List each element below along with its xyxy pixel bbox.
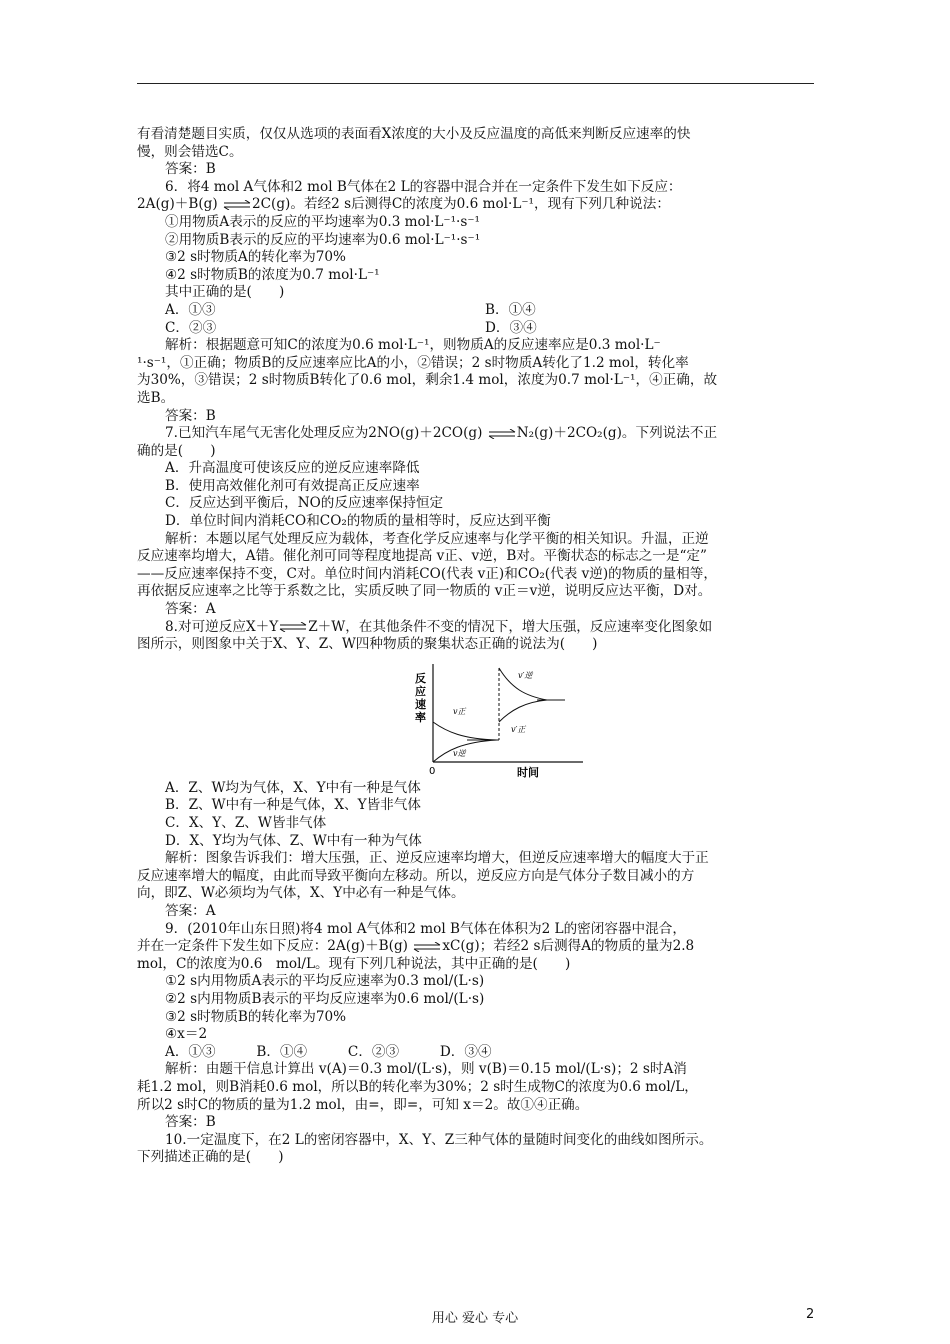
intro-line: 慢，则会错选C。 — [137, 143, 243, 160]
option-d: D．X、Y均为气体、Z、W中有一种为气体 — [165, 832, 422, 849]
q7-stem: 7.已知汽车尾气无害化处理反应为2NO(g)＋2CO(g) N₂(g)＋2CO₂(g)。下列说法不正 — [165, 425, 718, 442]
statement: ③2 s时物质A的转化率为70% — [165, 249, 346, 266]
q8-stem: 图所示，则图象中关于X、Y、Z、W四种物质的聚集状态正确的说法为( ) — [137, 636, 598, 653]
v-reverse-label: v逆 — [453, 748, 466, 758]
statement: ①2 s内用物质A表示的平均反应速率为0.3 mol/(L·s) — [165, 973, 485, 990]
option-b: B．Z、W中有一种是气体，X、Y皆非气体 — [165, 797, 421, 814]
rate-time-figure — [137, 660, 817, 778]
statement: ②用物质B表示的反应的平均速率为0.6 mol·L⁻¹·s⁻¹ — [165, 231, 481, 248]
q10-stem: 下列描述正确的是( ) — [137, 1149, 284, 1166]
q6-stem: 6．将4 mol A气体和2 mol B气体在2 L的容器中混合并在一定条件下发生如下反应： — [165, 178, 682, 195]
statement: ①用物质A表示的反应的平均速率为0.3 mol·L⁻¹·s⁻¹ — [165, 213, 480, 230]
option-c: C．反应达到平衡后，NO的反应速率保持恒定 — [165, 495, 444, 512]
answer: 答案：A — [165, 601, 216, 618]
equilibrium-arrow-icon — [278, 622, 308, 632]
q8-stem: 8.对可逆反应X＋Y Z＋W，在其他条件不变的情况下，增大压强，反应速率变化图象如 — [165, 618, 713, 635]
explanation: ——反应速率保持不变，C对。单位时间内消耗CO(代表 v正)和CO₂(代表 v逆)的物质的量相等， — [137, 565, 717, 582]
rate-time-graph — [387, 660, 587, 778]
option-b: B．使用高效催化剂可有效提高正反应速率 — [165, 477, 420, 494]
explanation: 向，即Z、W必须均为气体，X、Y中必有一种是气体。 — [137, 885, 465, 902]
option-a: A．升高温度可使该反应的逆反应速率降低 — [165, 460, 420, 477]
v-forward-curve — [433, 722, 497, 740]
explanation: 所以2 s时C的物质的量为1.2 mol，由=，即=，可知 x＝2。故①④正确。 — [137, 1096, 589, 1113]
equilibrium-arrow-icon — [412, 942, 442, 952]
explanation: 再依据反应速率之比等于系数之比，实质反映了同一物质的 v正＝v逆，说明反应达平衡，D对。 — [137, 583, 712, 600]
x-axis-label: 时间 — [517, 765, 539, 778]
answer: 答案：A — [165, 902, 216, 919]
y-axis-label: 速 — [415, 697, 426, 711]
explanation: ¹·s⁻¹，①正确；物质B的反应速率应比A的小，②错误；2 s时物质A转化了1.2 mol，转化率 — [137, 354, 689, 371]
v-forward-new-label: v′正 — [511, 724, 526, 734]
y-axis-label: 应 — [415, 684, 426, 698]
y-axis-label: 反 — [415, 671, 426, 685]
option-row — [137, 320, 817, 338]
explanation: 解析：根据题意可知C的浓度为0.6 mol·L⁻¹，则物质A的反应速率应是0.3 mol·L⁻ — [165, 337, 661, 354]
statement: ③2 s时物质B的转化率为70% — [165, 1008, 347, 1025]
v-reverse-new-label: v′逆 — [518, 670, 533, 680]
q10-stem: 10.一定温度下，在2 L的密闭容器中，X、Y、Z三种气体的量随时间变化的曲线如图所示。 — [165, 1131, 713, 1148]
option-row — [137, 302, 817, 320]
option-a: A．Z、W均为气体，X、Y中有一种是气体 — [165, 779, 421, 796]
option-d: D．单位时间内消耗CO和CO₂的物质的量相等时，反应达到平衡 — [165, 513, 551, 530]
equilibrium-arrow-icon — [222, 200, 252, 210]
answer: 答案：B — [165, 1114, 216, 1131]
statement: ②2 s内用物质B表示的平均反应速率为0.6 mol/(L·s) — [165, 990, 485, 1007]
q9-stem: 并在一定条件下发生如下反应：2A(g)＋B(g) xC(g)；若经2 s后测得A的物质的量为2.8 — [137, 938, 695, 955]
header-rule — [137, 83, 814, 84]
option-c: C．②③ — [165, 319, 217, 336]
option-row: A．①③ B．①④ C．②③ D．③④ — [165, 1043, 492, 1060]
explanation: 解析：由题干信息计算出 v(A)＝0.3 mol/(L·s)，则 v(B)＝0.15 mol/(L·s)；2 s时A消 — [165, 1061, 687, 1078]
answer: 答案：B — [165, 161, 216, 178]
v-forward-new-curve — [499, 700, 547, 722]
answer: 答案：B — [165, 407, 216, 424]
footer-text: 用心 爱心 专心 — [431, 1311, 519, 1326]
explanation: 反应速率均增大，A错。催化剂可同等程度地提高 v正、v逆，B对。平衡状态的标志之一是“定” — [137, 548, 707, 565]
explanation: 解析：本题以尾气处理反应为载体，考查化学反应速率与化学平衡的相关知识。升温，正逆 — [165, 530, 709, 547]
q9-stem: mol，C的浓度为0.6 mol/L。现有下列几种说法，其中正确的是( ) — [137, 955, 571, 972]
question-ask: 其中正确的是( ) — [165, 284, 285, 301]
v-forward-label: v正 — [453, 706, 466, 716]
option-b: B．①④ — [485, 301, 536, 318]
statement: ④x＝2 — [165, 1026, 208, 1043]
q9-stem: 9．(2010年山东日照)将4 mol A气体和2 mol B气体在体积为2 L的密闭容器中混合， — [165, 920, 686, 937]
explanation: 为30%，③错误；2 s时物质B转化了0.6 mol，剩余1.4 mol，浓度为0.7 mol·L⁻¹，④正确，故 — [137, 372, 718, 389]
explanation: 解析：图象告诉我们：增大压强，正、逆反应速率均增大，但逆反应速率增大的幅度大于正 — [165, 850, 709, 867]
option-c: C．X、Y、Z、W皆非气体 — [165, 815, 327, 831]
equilibrium-arrow-icon — [487, 429, 517, 439]
statement: ④2 s时物质B的浓度为0.7 mol·L⁻¹ — [165, 266, 380, 283]
explanation: 反应速率增大的幅度，由此而导致平衡向左移动。所以，逆反应方向是气体分子数目减小的方 — [137, 867, 695, 884]
y-axis-label: 率 — [415, 710, 426, 724]
q7-stem: 确的是( ) — [137, 442, 216, 459]
intro-line: 有看清楚题目实质，仅仅从选项的表面看X浓度的大小及反应温度的高低来判断反应速率的快 — [137, 126, 691, 142]
document-body — [137, 126, 817, 1167]
q6-stem: 2A(g)＋B(g) 2C(g)。若经2 s后测得C的浓度为0.6 mol·L⁻¹，现有下列几种说法： — [137, 196, 670, 213]
page-number: 2 — [806, 1307, 815, 1322]
option-a: A．①③ — [165, 301, 216, 318]
explanation: 耗1.2 mol，则B消耗0.6 mol，所以B的转化率为30%；2 s时生成物C的浓度为0.6 mol/L， — [137, 1078, 698, 1095]
explanation: 选B。 — [137, 389, 175, 406]
origin-label: 0 — [429, 765, 436, 777]
option-d: D．③④ — [485, 319, 537, 336]
